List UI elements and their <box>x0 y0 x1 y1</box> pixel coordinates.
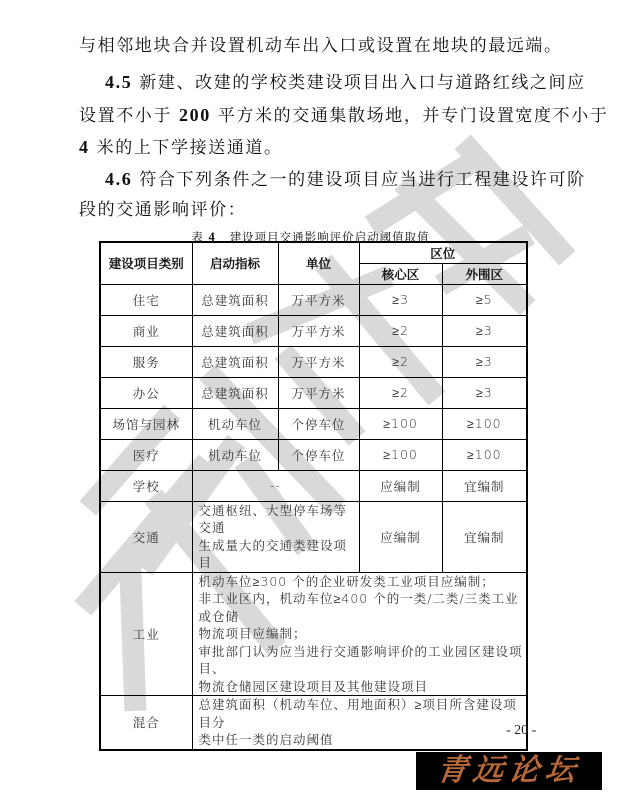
cell-text-line: 生成量大的交通类建设项目 <box>198 537 348 570</box>
cell-core: ≥2 <box>359 315 442 346</box>
paragraph-text: 段的交通影响评价： <box>79 200 247 220</box>
number-value: 200 <box>179 105 211 125</box>
cell-outer: ≥5 <box>442 284 527 315</box>
cell-outer: ≥3 <box>442 377 527 408</box>
cell-core: 应编制 <box>359 501 442 572</box>
header-unit: 单位 <box>278 242 359 284</box>
header-zone: 区位 <box>359 242 527 263</box>
cell-core: ≥100 <box>359 408 442 439</box>
number-value: 4 <box>79 137 90 157</box>
table-row-industry <box>100 572 527 696</box>
cell-text-line: 总建筑面积（机动车位、用地面积）≥项目所含建设项目分 <box>198 697 517 730</box>
table-row-mixed <box>100 696 527 750</box>
table-row <box>100 439 527 470</box>
header-indicator: 启动指标 <box>192 242 278 284</box>
clause-4-6 <box>105 163 586 196</box>
paragraph-text: 设置不小于 <box>79 106 180 126</box>
logo-text: 青远论坛 <box>434 753 584 788</box>
cell-unit: 万平方米 <box>278 315 359 346</box>
cell-outer: 宜编制 <box>442 501 527 572</box>
clause-4-6-cont <box>79 194 549 226</box>
cell-outer: ≥100 <box>442 439 527 470</box>
cell-category: 医疗 <box>100 439 192 470</box>
paragraph-text: 与相邻地块合并设置机动车出入口或设置在地块的最远端。 <box>79 36 563 56</box>
cell-category: 混合 <box>100 696 192 750</box>
cell-core: ≥2 <box>359 346 442 377</box>
clause-number: 4.5 <box>105 72 133 92</box>
cell-category: 商业 <box>100 315 192 346</box>
cell-indicator: 总建筑面积 <box>192 377 278 408</box>
threshold-table <box>99 241 528 751</box>
cell-indicator: 机动车位 <box>192 439 278 470</box>
cell-outer: ≥3 <box>442 315 527 346</box>
cell-outer: 宜编制 <box>442 470 527 501</box>
page-number: - 20 - <box>506 723 537 738</box>
table-row <box>100 315 527 346</box>
cell-text-line: 交通枢纽、大型停车场等交通 <box>198 502 348 535</box>
caption-number: 4 <box>208 230 216 244</box>
table-row-traffic <box>100 501 527 572</box>
cell-indicator: -- <box>192 470 359 501</box>
cell-outer: ≥3 <box>442 346 527 377</box>
cell-category: 服务 <box>100 346 192 377</box>
forum-logo <box>416 752 602 790</box>
header-outer: 外围区 <box>442 263 527 284</box>
paragraph-text: 米的上下学接送通道。 <box>89 138 283 158</box>
cell-category: 学校 <box>100 470 192 501</box>
cell-unit: 万平方米 <box>278 346 359 377</box>
clause-4-5-cont2 <box>79 131 549 164</box>
cell-text-line: 物流项目应编制； <box>198 626 307 641</box>
cell-text-line: 审批部门认为应当进行交通影响评价的工业园区建设项目、 <box>198 643 523 676</box>
paragraph-text: 符合下列条件之一的建设项目应当进行工程建设许可阶 <box>132 170 586 190</box>
table-row <box>100 346 527 377</box>
cell-indicator <box>192 501 359 572</box>
cell-core: 应编制 <box>359 470 442 501</box>
cell-indicator: 机动车位 <box>192 408 278 439</box>
cell-text-line: 物流仓储园区建设项目及其他建设项目 <box>198 678 429 694</box>
cell-core: ≥100 <box>359 439 442 470</box>
cell-category: 场馆与园林 <box>100 408 192 439</box>
paragraph-text: 平方米的交通集散场地，并专门设置宽度不小于 <box>210 106 609 126</box>
cell-outer: ≥100 <box>442 408 527 439</box>
header-core: 核心区 <box>359 263 442 284</box>
table-row <box>100 377 527 408</box>
caption-title: 建设项目交通影响评价启动阈值取值 <box>229 230 430 244</box>
cell-core: ≥3 <box>359 284 442 315</box>
table-row-school <box>100 470 527 501</box>
cell-indicator: 总建筑面积 <box>192 284 278 315</box>
cell-indicator: 总建筑面积 <box>192 346 278 377</box>
cell-category: 住宅 <box>100 284 192 315</box>
cell-criteria <box>192 572 527 696</box>
cell-core: ≥2 <box>359 377 442 408</box>
table-header-row <box>100 242 527 263</box>
table-row <box>100 284 527 315</box>
cell-category: 交通 <box>100 501 192 572</box>
clause-4-5 <box>105 66 586 99</box>
clause-4-5-cont <box>79 99 609 132</box>
caption-prefix: 表 <box>191 230 204 244</box>
cell-text-line: 机动车位≥300 个的企业研发类工业项目应编制； <box>198 573 495 589</box>
table-row <box>100 408 527 439</box>
clause-number: 4.6 <box>105 169 133 189</box>
cell-indicator: 总建筑面积 <box>192 315 278 346</box>
header-category: 建设项目类别 <box>100 242 192 284</box>
cell-category: 工业 <box>100 572 192 696</box>
cell-text-line: 类中任一类的启动阈值 <box>198 732 334 747</box>
cell-unit: 个停车位 <box>278 408 359 439</box>
cell-unit: 万平方米 <box>278 377 359 408</box>
cell-unit: 万平方米 <box>278 284 359 315</box>
body-text-line <box>79 30 563 62</box>
cell-category: 办公 <box>100 377 192 408</box>
cell-text-line: 非工业区内，机动车位≥400 个的一类/二类/三类工业或仓储 <box>198 591 519 624</box>
cell-criteria <box>192 696 527 750</box>
cell-unit: 个停车位 <box>278 439 359 470</box>
paragraph-text: 新建、改建的学校类建设项目出入口与道路红线之间应 <box>132 73 586 93</box>
